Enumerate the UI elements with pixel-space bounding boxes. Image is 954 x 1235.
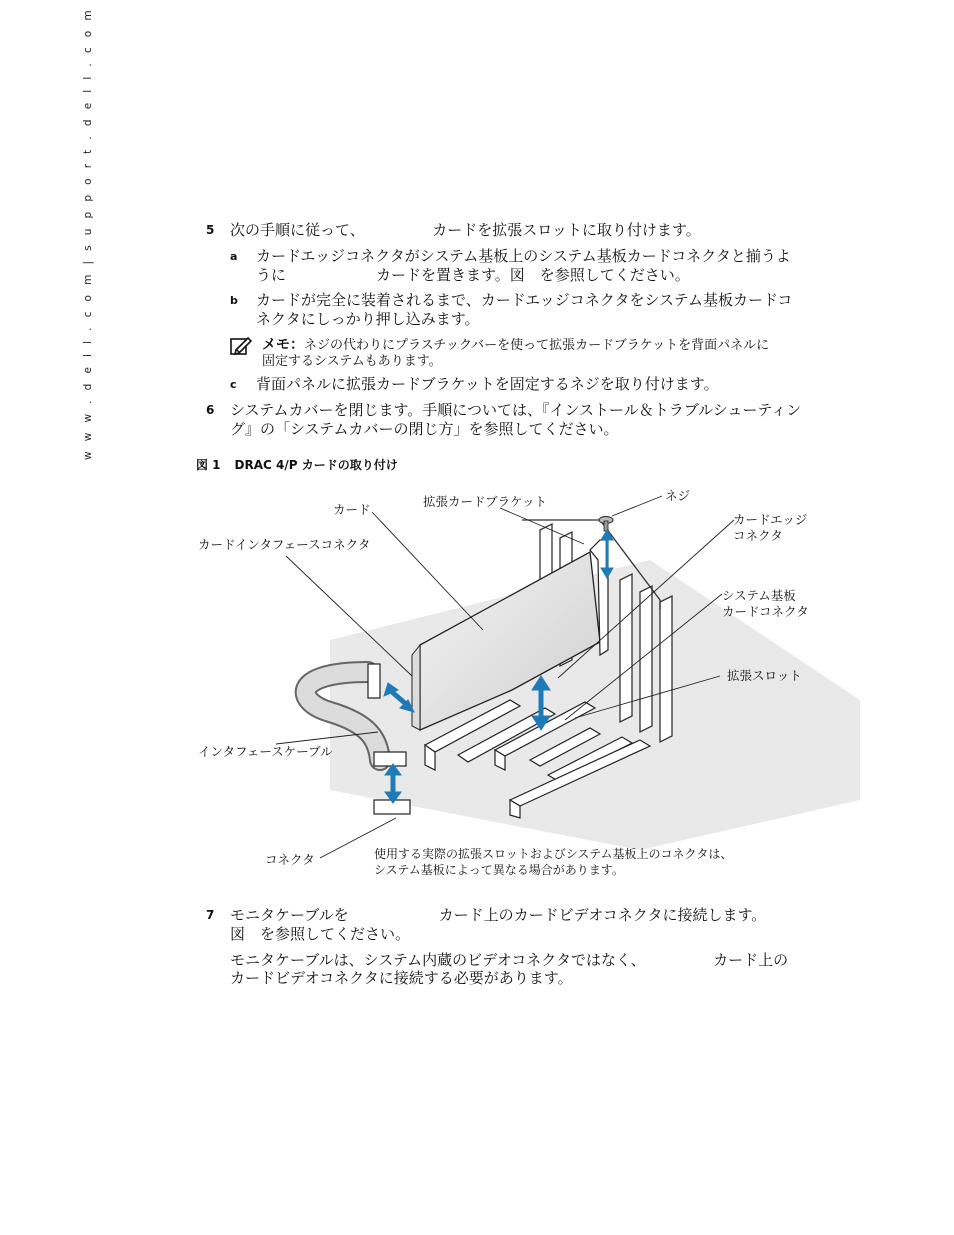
- step-7-line1: モニタケーブルを カード上のカードビデオコネクタに接続します。: [230, 906, 767, 924]
- step-5a-line2: うに カードを置きます。図 を参照してください。: [256, 266, 690, 284]
- step-5c-label: c: [230, 378, 237, 391]
- cable-top-connector: [368, 664, 380, 698]
- label-edge-connector-1: カードエッジ: [733, 512, 808, 527]
- step-7-line4: カードビデオコネクタに接続する必要があります。: [230, 969, 573, 987]
- note-line1: ネジの代わりにプラスチックバーを使って拡張カードブラケットを背面パネルに: [304, 338, 770, 353]
- figure-title: DRAC 4/P カードの取り付け: [234, 458, 398, 472]
- step-5b-label: b: [230, 294, 238, 307]
- step-5a-line1: カードエッジコネクタがシステム基板上のシステム基板カードコネクタと揃うよ: [256, 247, 791, 265]
- label-interface-cable: インタフェースケーブル: [198, 744, 333, 759]
- step-7-number: 7: [206, 908, 215, 922]
- step-7-line2: 図 を参照してください。: [230, 925, 411, 943]
- label-card: カード: [333, 502, 371, 517]
- label-system-board-1: システム基板: [722, 588, 796, 603]
- note-line2: 固定するシステムもあります。: [262, 354, 442, 369]
- step-5-text: 次の手順に従って、 カードを拡張スロットに取り付けます。: [230, 221, 701, 239]
- label-expansion-slot: 拡張スロット: [727, 668, 802, 683]
- step-6-number: 6: [206, 403, 215, 417]
- figure-footnote-2: システム基板によって異なる場合があります。: [374, 863, 624, 877]
- cable-bottom-connector: [374, 752, 406, 766]
- label-edge-connector-2: コネクタ: [733, 528, 783, 543]
- label-connector: コネクタ: [265, 852, 315, 867]
- step-6-line1: システムカバーを閉じます。手順については、『インストール＆トラブルシューティン: [230, 401, 802, 419]
- step-6-line2: グ』の「システムカバーの閉じ方」を参照してください。: [230, 420, 619, 438]
- step-5b-line1: カードが完全に装着されるまで、カードエッジコネクタをシステム基板カードコ: [256, 291, 793, 309]
- step-7-line3: モニタケーブルは、システム内蔵のビデオコネクタではなく、 カード上の: [230, 951, 789, 969]
- figure-number: 図 1: [196, 458, 221, 472]
- label-system-board-2: カードコネクタ: [722, 604, 809, 619]
- label-bracket: 拡張カードブラケット: [423, 494, 548, 509]
- note-prefix: メモ：: [262, 337, 304, 353]
- step-5c-line1: 背面パネルに拡張カードブラケットを固定するネジを取り付けます。: [256, 375, 719, 393]
- step-5-number: 5: [206, 223, 215, 237]
- label-screw: ネジ: [665, 488, 691, 503]
- step-5a-label: a: [230, 250, 238, 263]
- side-url: w w w . d e l l . c o m | s u p p o r t . d e l l . c o m: [82, 7, 94, 460]
- screw: [599, 517, 613, 532]
- figure-footnote-1: 使用する実際の拡張スロットおよびシステム基板上のコネクタは、: [374, 847, 733, 861]
- step-5b-line2: ネクタにしっかり押し込みます。: [256, 310, 480, 328]
- label-interface-connector: カードインタフェースコネクタ: [198, 537, 371, 552]
